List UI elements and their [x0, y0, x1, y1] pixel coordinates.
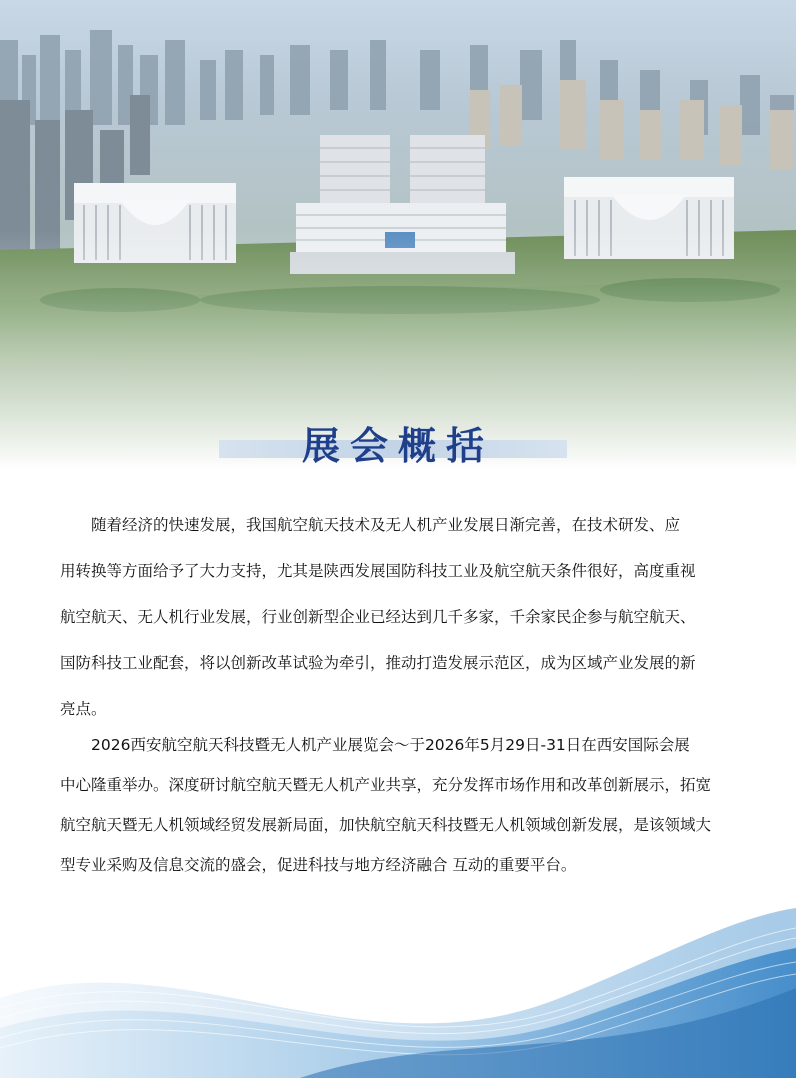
paragraph-overview — [60, 502, 744, 732]
paragraph-event-details — [60, 725, 744, 885]
paragraph-line: 航空航天暨无人机领域经贸发展新局面，加快航空航天科技暨无人机领域创新发展，是该领域大 — [60, 816, 712, 834]
paragraph-line: 用转换等方面给予了大力支持，尤其是陕西发展国防科技工业及航空航天条件很好，高度重视 — [60, 562, 696, 580]
paragraph-line: 型专业采购及信息交流的盛会，促进科技与地方经济融合 互动的重要平台。 — [60, 856, 577, 874]
hero-photo-convention-center — [0, 0, 796, 470]
paragraph-line: 随着经济的快速发展，我国航空航天技术及无人机产业发展日渐完善，在技术研发、应 — [60, 516, 681, 534]
city-aerial-illustration — [0, 0, 796, 470]
page-title: 展会概括 — [301, 424, 494, 468]
paragraph-line: 航空航天、无人机行业发展，行业创新型企业已经达到几千多家，千余家民企参与航空航天、 — [60, 608, 696, 626]
paragraph-line: 国防科技工业配套，将以创新改革试验为牵引，推动打造发展示范区，成为区域产业发展的新 — [60, 654, 696, 672]
paragraph-line: 中心隆重举办。深度研讨航空航天暨无人机产业共享，充分发挥市场作用和改革创新展示，拓宽 — [60, 776, 712, 794]
decorative-wave-footer — [0, 878, 796, 1078]
paragraph-line: 亮点。 — [60, 700, 107, 718]
paragraph-line: 2026西安航空航天科技暨无人机产业展览会～于2026年5月29日-31日在西安国际会展 — [60, 736, 690, 754]
